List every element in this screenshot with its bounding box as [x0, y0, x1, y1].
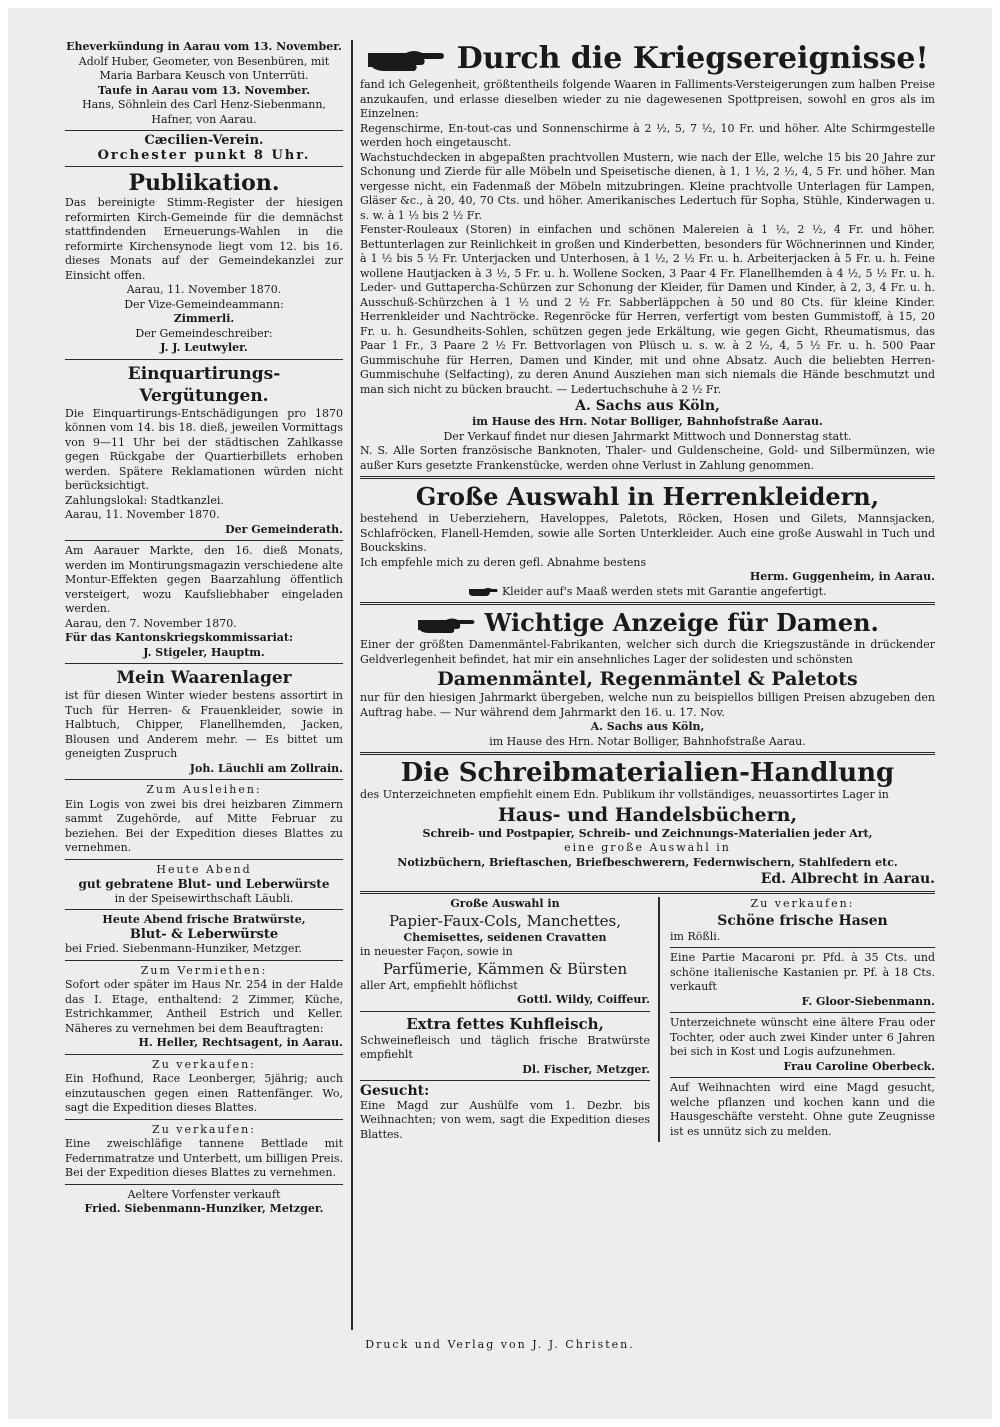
bottom-right-subcolumn [660, 897, 935, 1142]
divider [65, 909, 343, 910]
heute2-sign: bei Fried. Siebenmann-Hunziker, Metzger. [65, 942, 302, 955]
hasen-head: Zu verkaufen: [750, 897, 855, 910]
left-column [65, 40, 343, 1217]
gesucht-text: Eine Magd zur Aushülfe vom 1. Dezbr. bis Weihnachten; von wem, sagt die Expedition dieses Blattes. [360, 1098, 650, 1141]
papier-sign: Gottl. Wildy, Coiffeur. [517, 993, 650, 1006]
divider [360, 1011, 650, 1012]
herren-title: Große Auswahl in Herrenkleidern, [415, 482, 880, 511]
damen-title: Wichtige Anzeige für Damen. [484, 608, 879, 637]
divider [360, 891, 935, 894]
divider [670, 1012, 935, 1013]
lager-sign: Joh. Läuchli am Zollrain. [189, 761, 343, 775]
einquartirung-sign: Der Gemeinderath. [225, 522, 343, 536]
krieg-note: Der Verkauf findet nur diesen Jahrmarkt Mittwoch und Donnerstag statt. [443, 429, 852, 443]
macaroni-text: Eine Partie Macaroni pr. Pfd. à 35 Cts. und schöne italienische Kastanien pr. Pf. à 18 Cts. verkauft [670, 951, 935, 993]
bottom-split [360, 897, 935, 1142]
pointing-hand-icon [468, 586, 498, 597]
baptism-text: Hans, Söhnlein des Carl Henz-Siebenmann, Hafner, von Aarau. [82, 98, 326, 126]
damen-text: Einer der größten Damenmäntel-Fabrikanten, welcher sich durch die Kriegszustände in drückender Geldverlegenheit befindet, hat mir ein ansehnliches Lager der solidesten und schönsten [360, 638, 935, 666]
right-column [360, 40, 935, 1142]
publikation-sign-name: Zimmerli. [173, 312, 235, 325]
herren-mass-row [360, 585, 935, 600]
heute2-title: Heute Abend frische Bratwürste, [102, 913, 306, 926]
publikation-sign-role: Der Vize-Gemeindeammann: [124, 297, 284, 311]
imprint-footer: Druck und Verlag von J. J. Christen. [365, 1338, 635, 1351]
papier-text: in neuester Façon, sowie in [360, 945, 513, 958]
magd-text: Auf Weihnachten wird eine Magd gesucht, welche pflanzen und kochen kann und die Hausgeschäfte versteht. Ohne gute Zeugnisse ist es unnütz sich zu melden. [670, 1081, 935, 1138]
ausleihen-text: Ein Logis von zwei bis drei heizbaren Zimmern sammt Zugehörde, auf Mitte Februar zu beziehen. Bei der Expedition dieses Blattes zu vernehmen. [65, 797, 343, 854]
heute-place: in der Speisewirthschaft Läubli. [114, 891, 294, 905]
column-divider [351, 40, 353, 1330]
divider [670, 1077, 935, 1078]
caecilien-title: Cæcilien-Verein. [144, 133, 264, 148]
vermiethen-title: Zum Vermiethen: [140, 963, 268, 977]
lager-text: ist für diesen Winter wieder bestens assortirt in Tuch für Herren- & Frauenkleider, sowie in Halbtuch, Chipper, Flanellhemden, Jacken, Blousen und Anderem mehr. — Es bittet um geneigten Zuspruch [65, 689, 343, 760]
papier-big2: Parfümerie, Kämmen & Bürsten [382, 959, 628, 978]
krieg-rouleaux: Fenster-Rouleaux (Storen) in einfachen und schönen Malereien à 1 ½, 2 ½, 4 Fr. und höher. Bettunterlagen zur Reinlichkeit in großen und Kinderbetten, besonders für Wöchnerinnen und Kinder, à 1 ½ bis 5 ½ Fr. Unterjacken und Unterhosen, à 1 ½, 2 ½ Fr. u. h. Arbeiterjacken à 5 Fr. u. h. Feine wollene Hautjacken à 3 ½, 5 Fr. u. h. Wollene Socken, 3 Paar 4 Fr. Flanellhemden à 4 ½, 5 ½ Fr. u. h. Leder- und Guttapercha-Schürzen zur Schonung der Kleider, für Damen und Kinder, à 2, 3, 4 Fr. u. h. Ausschuß-Schürzchen à 1 ½ und 2 ½ Fr. Sabberläppchen à 50 und 80 Cts. für kleine Kinder. Herrenkleider und Nachtröcke. Regenröcke für Herren, verfertigt vom besten Gummistoff, à 15, 20 Fr. u. h. Gesundheits-Sohlen, schützen gegen jede Erkältung, wie gegen Gicht, Rheumatismus, das Paar 1 Fr., 3 Paare 2 ½ Fr. Bettvorlagen von Plüsch u. s. w. à 2 ½, 4, 5 ½ Fr. u. h. 500 Paar Gummischuhe für Herren, Damen und Kinder, mit und ohne Absatz. Auch die beliebten Herren-Gummischuhe (Selfacting), zu deren Anund Ausziehen man sich niemals die Hände beschmutzt und man sich nicht zu bücken braucht. — Ledertuchschuhe à 2 ½ Fr. [360, 223, 935, 396]
schreib-title: Die Schreibmaterialien-Handlung [400, 758, 895, 788]
schreib-line3: eine große Auswahl in [564, 841, 731, 854]
papier-big: Papier-Faux-Cols, Manchettes, [389, 911, 621, 930]
verkaufen-title: Zu verkaufen: [152, 1057, 256, 1071]
publikation-title: Publikation. [128, 170, 280, 196]
kuh-sign: Dl. Fischer, Metzger. [522, 1062, 650, 1076]
lager-title: Mein Waarenlager [116, 668, 292, 688]
divider [65, 1054, 343, 1055]
publikation-sign-name: J. J. Leutwyler. [160, 341, 248, 354]
divider [65, 130, 343, 131]
damen-text2: nur für den hiesigen Jahrmarkt übergeben, welche nun zu beispiellos billigen Preisen abzugeben den Auftrag habe. — Nur während dem Jahrmarkt den 16. u. 17. Nov. [360, 691, 935, 719]
divider [65, 1119, 343, 1120]
papier-line: Chemisettes, seidenen Cravatten [403, 930, 607, 944]
einquartirung-place: Zahlungslokal: Stadtkanzlei. [65, 493, 224, 507]
papier-text2: aller Art, empfiehlt höflichst [360, 978, 518, 992]
verkaufen-text: Eine zweischläfige tannene Bettlade mit Federnmatratze und Unterbett, um billigen Preis. Bei der Expedition dieses Blattes zu vernehmen. [65, 1137, 343, 1179]
gesucht-title: Gesucht: [360, 1083, 430, 1099]
divider [360, 752, 935, 755]
krieg-wachs: Wachstuchdecken in abgepaßten prachtvollen Mustern, wie nach der Elle, welche 15 bis 20 Jahre zur Schonung und Zierde für alle Möbeln und Speisetische dienen, à 1, 1 ½, 2 ½, 4, 5 Fr. und höher. Man vergesse nicht, ein Fadenmaß der Möbeln mitzubringen. Kleine prachtvolle Unterlagen für Lampen, Gläser &c., à 20, 40, 70 Cts. und höher. Amerikanisches Ledertuch für Sopha, Stühle, Kinderwagen u. s. w. à 1 ½ bis 2 ½ Fr. [360, 150, 935, 222]
einquartirung-date: Aarau, 11. November 1870. [65, 508, 220, 521]
schreib-line2: Schreib- und Postpapier, Schreib- und Zeichnungs-Materialien jeder Art, [422, 826, 873, 840]
vermiethen-sign: H. Heller, Rechtsagent, in Aarau. [138, 1036, 343, 1049]
hasen-place: im Rößli. [670, 929, 721, 943]
vorfenster-text: Aeltere Vorfenster verkauft [127, 1187, 281, 1201]
einquartirung-title: Einquartirungs-Vergütungen. [127, 363, 281, 406]
damen-goods: Damenmäntel, Regenmäntel & Paletots [437, 668, 858, 690]
baptism-title: Taufe in Aarau vom 13. November. [97, 83, 311, 97]
krieg-intro: fand ich Gelegenheit, größtentheils folgende Waaren in Falliments-Versteigerungen zum halben Preise anzukaufen, und erlasse dieselben wieder zu nie dagewesenen Spottpreisen, sowohl en gros als im Einzelnen: [360, 78, 935, 120]
frau-sign: Frau Caroline Oberbeck. [783, 1059, 935, 1073]
divider [65, 359, 343, 360]
schreib-line4: Notizbüchern, Brieftaschen, Briefbeschwerern, Federnwischern, Stahlfedern etc. [397, 855, 898, 869]
papier-title: Große Auswahl in [450, 897, 560, 910]
divider [65, 166, 343, 167]
divider [360, 476, 935, 479]
heute-text: gut gebratene Blut- und Leberwürste [78, 877, 330, 891]
krieg-schirme: Regenschirme, En-tout-cas und Sonnenschirme à 2 ½, 5, 7 ½, 10 Fr. und höher. Alte Schirmgestelle werden hoch eingetauscht. [360, 121, 935, 149]
frau-text: Unterzeichnete wünscht eine ältere Frau oder Tochter, oder auch zwei Kinder unter 6 Jahren bei sich in Kost und Logis aufzunehmen. [670, 1016, 935, 1058]
publikation-text: Das bereinigte Stimm-Register der hiesigen reformirten Kirch-Gemeinde für die demnächst stattfindenden Erneuerungs-Wahlen in die reformirte Kirchensynode liegt vom 12. bis 16. dieses Monats auf der Gemeindekanzlei zur Einsicht offen. [65, 196, 343, 282]
divider [65, 663, 343, 664]
krieg-ns: N. S. Alle Sorten französische Banknoten, Thaler- und Guldenscheine, Gold- und Silbermünzen, wie außer Kurs gesetzte Frankenstücke, werden ohne Verlust in Zahlung genommen. [360, 444, 935, 472]
damen-heading [360, 608, 935, 638]
markt-sign: J. Stigeler, Hauptm. [143, 645, 265, 659]
damen-sign: A. Sachs aus Köln, [590, 720, 705, 733]
divider [65, 1184, 343, 1185]
divider [65, 540, 343, 541]
caecilien-text: Orchester punkt 8 Uhr. [97, 147, 311, 163]
divider [65, 859, 343, 860]
divider [360, 1080, 650, 1081]
ausleihen-title: Zum Ausleihen: [146, 783, 262, 796]
kuh-text: Schweinefleisch und täglich frische Bratwürste empfiehlt [360, 1033, 650, 1061]
herren-text: bestehend in Ueberziehern, Haveloppes, Paletots, Röcken, Hosen und Gilets, Mannsjacken, Schlafröcken, Flanell-Hemden, sowie alle Sorten Unterkleider. Auch eine große Auswahl in Tuch und Bouckskins. [360, 512, 935, 554]
publikation-sign-role: Der Gemeindeschreiber: [135, 326, 273, 340]
marriage-title: Eheverkündung in Aarau vom 13. November. [66, 40, 342, 53]
damen-address: im Hause des Hrn. Notar Bolliger, Bahnhofstraße Aarau. [489, 734, 806, 748]
pointing-hand-icon [366, 47, 446, 73]
publikation-date: Aarau, 11. November 1870. [126, 283, 282, 296]
krieg-title: Durch die Kriegsereignisse! [456, 41, 929, 76]
krieg-sign: A. Sachs aus Köln, [575, 398, 720, 414]
herren-mass: Kleider auf's Maaß werden stets mit Garantie angefertigt. [501, 584, 827, 598]
schreib-sign: Ed. Albrecht in Aarau. [760, 871, 935, 887]
kuh-title: Extra fettes Kuhfleisch, [406, 1014, 604, 1033]
markt-text: Am Aarauer Markte, den 16. dieß Monats, werden im Montirungsmagazin verschiedene alte Montur-Effekten gegen Baarzahlung öffentlich versteigert, wozu Kaufsliebhaber eingeladen werden. [65, 544, 343, 615]
verkaufen-text: Ein Hofhund, Race Leonberger, 5jährig; auch einzutauschen gegen einen Rattenfänger. Wo, sagt die Expedition dieses Blattes. [65, 1072, 343, 1114]
herren-sign: Herm. Guggenheim, in Aarau. [749, 570, 935, 583]
bottom-left-subcolumn [360, 897, 660, 1142]
divider [670, 947, 935, 948]
vorfenster-sign: Fried. Siebenmann-Hunziker, Metzger. [84, 1202, 324, 1215]
krieg-address: im Hause des Hrn. Notar Bolliger, Bahnhofstraße Aarau. [472, 415, 823, 428]
divider [360, 602, 935, 605]
heute2-text: Blut- & Leberwürste [129, 926, 279, 942]
heute-title: Heute Abend [156, 862, 252, 876]
schreib-text: des Unterzeichneten empfiehlt einem Edn. Publikum ihr vollständiges, neuassortirtes Lager in [360, 788, 889, 801]
markt-date: Aarau, den 7. November 1870. [65, 616, 237, 630]
verkaufen-title: Zu verkaufen: [152, 1122, 256, 1136]
markt-for: Für das Kantonskriegskommissariat: [65, 631, 294, 644]
herren-line: Ich empfehle mich zu deren gefl. Abnahme bestens [360, 555, 647, 569]
krieg-heading [360, 40, 935, 78]
macaroni-sign: F. Gloor-Siebenmann. [801, 994, 935, 1008]
divider [65, 779, 343, 780]
divider [65, 960, 343, 961]
marriage-text: Adolf Huber, Geometer, von Besenbüren, mit Maria Barbara Keusch von Unterrüti. [78, 54, 330, 82]
vermiethen-text: Sofort oder später im Haus Nr. 254 in der Halde das I. Etage, enthaltend: 2 Zimmer, Küche, Estrichkammer, Antheil Estrich und Keller. Näheres zu vernehmen bei dem Beauftragten: [65, 978, 343, 1035]
schreib-goods: Haus- und Handelsbüchern, [497, 803, 798, 826]
hasen-title: Schöne frische Hasen [717, 912, 888, 929]
pointing-hand-icon [416, 615, 476, 635]
einquartirung-text: Die Einquartirungs-Entschädigungen pro 1870 können vom 14. bis 18. dieß, jeweilen Vormittags von 9—11 Uhr bei der städtischen Zahlkasse gegen Rückgabe der Quartierbillets erhoben werden. Spätere Reklamationen würden nicht berücksichtigt. [65, 406, 343, 492]
